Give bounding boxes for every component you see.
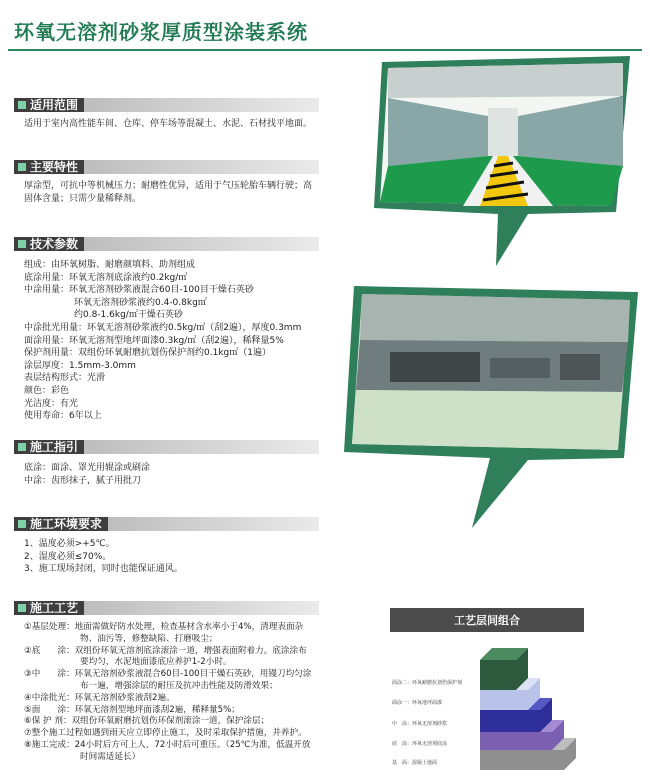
section-header-guide: 施工指引 xyxy=(14,440,319,454)
layer-label-5: 基 面：混凝土地面 xyxy=(392,760,438,766)
section-marker-icon xyxy=(18,443,26,451)
layer-label-4: 底 涂：环氧无溶剂底涂 xyxy=(392,741,448,747)
specs-text: 组成：由环氧树脂、耐磨颜填料、助剂组成 底涂用量：环氧无溶剂底涂液约0.2kg/㎡ 中涂用量：环氧无溶剂砂浆液混合60目-100目干燥石英砂 环氧无溶剂砂浆液约0.4-0.8kg㎡ 约0.8-1.6kg/㎡干燥石英砂 中涂批光用量：环氧无溶剂砂浆液约0.5kg/㎡（刮2遍），厚度0.3mm 面涂用量：环氧无溶剂型地坪面漆0.3kg/㎡（刮2遍），稀释量5% 保护剂用量：双组份环氧耐磨抗划伤保护剂约0.1kg㎡（1遍） 涂层厚度：1.5mm-3.0mm 表层结构形式：光滑 颜色：彩色 光洁度：有光 使用寿命：6年以上 xyxy=(24,260,302,422)
process-text: ①基层处理：地面需做好防水处理，检查基材含水率小于4%，清理表面杂 物、油污等，修整缺陷、打磨吸尘； ②底 涂：双组份环氧无溶剂底涂滚涂一道，增强表面附着力。底涂涂布 要均匀，水泥地面漆底应养护1-2小时。 ③中 涂：环氧无溶剂砂浆液混合60目-100目干燥石英砂，用镘刀均匀涂 布一遍，增强涂层的耐压及抗冲击性能及防滑效果； ④中涂批光：环氧无溶剂砂浆液刮2遍。 ⑤面 涂：环氧无溶剂型地坪面漆刮2遍，稀释量5%； ⑥保 护 剂：双组份环氧耐磨抗划伤环保剂滚涂一道，保护涂层； ⑦整个施工过程如遇到雨天应立即停止施工，及时采取保护措施，并养护。 ⑧施工完成：24小时后方可上人，72小时后可重压。（25℃为准，低温开放 时间需适延长） xyxy=(24,622,312,762)
features-text: 厚涂型，可抗中等机械压力；耐磨性优异，适用于气压轮胎车辆行驶；高 固体含量；只需少量稀释剂。 xyxy=(24,181,313,204)
warehouse-photo xyxy=(368,56,640,270)
section-header-scope: 适用范围 xyxy=(14,98,319,112)
scope-text: 适用于室内高性能车间、仓库、停车场等混凝土、水泥、石材找平地面。 xyxy=(24,119,313,129)
section-header-env: 施工环境要求 xyxy=(14,517,319,531)
section-header-specs: 技术参数 xyxy=(14,237,319,251)
layer-label-3: 中 涂：环氧无溶剂砂浆 xyxy=(392,721,448,727)
section-header-features: 主要特性 xyxy=(14,160,319,174)
title-divider xyxy=(8,49,642,51)
section-header-process: 施工工艺 xyxy=(14,601,319,615)
env-text: 1、温度必须>+5℃。 2、湿度必须≤70%。 3、施工现场封闭，同时也能保证通风。 xyxy=(24,539,183,575)
layer-stack-diagram xyxy=(480,646,590,770)
section-marker-icon xyxy=(18,101,26,109)
layer-diagram-title: 工艺层间组合 xyxy=(390,608,584,632)
factory-photo xyxy=(340,282,640,530)
section-marker-icon xyxy=(18,163,26,171)
page-title: 环氧无溶剂砂浆厚质型涂装系统 xyxy=(14,20,308,44)
section-marker-icon xyxy=(18,604,26,612)
layer-label-2: 面涂一：环氧地坪面漆 xyxy=(392,700,443,706)
section-marker-icon xyxy=(18,520,26,528)
guide-text: 底涂：面涂、罩光用辊涂或刷涂 中涂：齿形抹子，腻子用批刀 xyxy=(24,463,151,486)
layer-label-1: 面涂二：环氧耐磨抗划伤保护剂 xyxy=(392,680,463,686)
section-marker-icon xyxy=(18,240,26,248)
